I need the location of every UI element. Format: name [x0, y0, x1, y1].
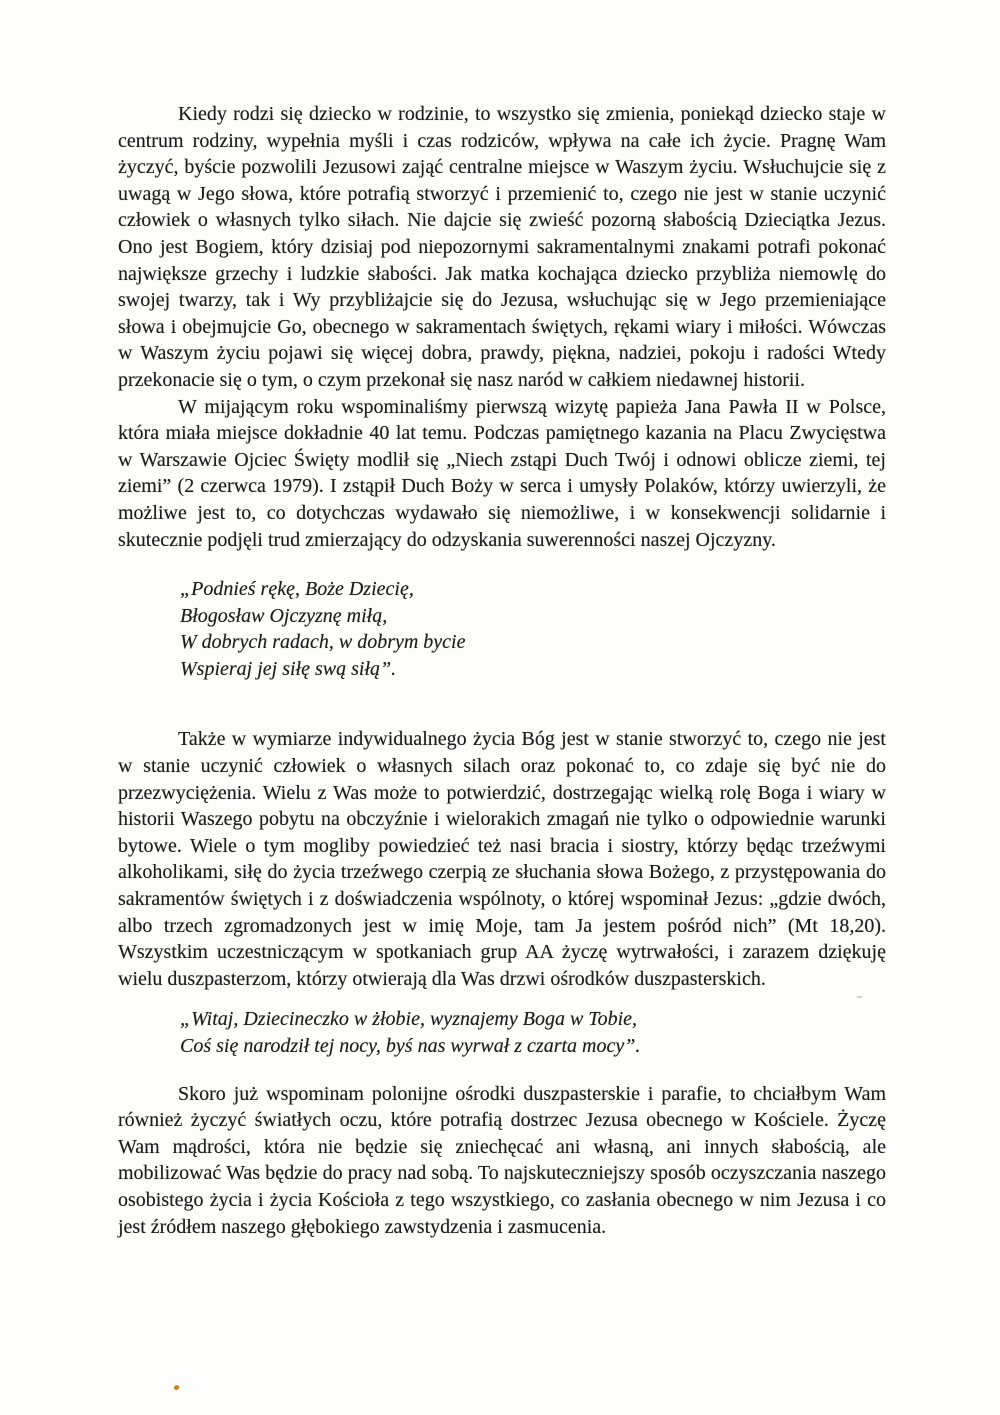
verse-line: Błogosław Ojczyznę miłą,	[180, 604, 388, 627]
verse-block-podnies-reke	[180, 576, 886, 682]
verse-line: Wspieraj jej siłę swą siłą”.	[180, 657, 397, 680]
paragraph-individual-life: Także w wymiarze indywidualnego życia Bóg jest w stanie stworzyć to, czego nie jest w stanie uczynić człowiek o własnych silach oraz pokonać to, co zdaje się być nie do przezwyciężenia. Wielu z Was może to potwierdzić, dostrzegając wielką rolę Boga i wiary w historii Waszego pobytu na obczyźnie i wielorakich zmagań nie tylko o odpowiednie warunki bytowe. Wiele o tym mogliby powiedzieć też nasi bracia i siostry, którzy będąc trzeźwymi alkoholikami, siłę do życia trzeźwego czerpią ze słuchania słowa Bożego, z przystępowania do sakramentów świętych i z doświadczenia wspólnoty, o której wspominał Jezus: „gdzie dwóch, albo trzech zgromadzonych jest w imię Moje, tam Ja jestem pośród nich” (Mt 18,20). Wszystkim uczestniczącym w spotkaniach grup AA życzę wytrwałości, i zarazem dziękuję wielu duszpasterzom, którzy otwierają dla Was drzwi ośrodków duszpasterskich.	[118, 728, 886, 990]
verse-line: „Podnieś rękę, Boże Dziecię,	[180, 578, 414, 601]
paragraph-child-in-family: Kiedy rodzi się dziecko w rodzinie, to wszystko się zmienia, poniekąd dziecko staje w centrum rodziny, wypełnia myśli i czas rodziców, wpływa na całe ich życie. Pragnę Wam życzyć, byście pozwolili Jezusowi zająć centralne miejsce w Waszym życiu. Wsłuchujcie się z uwagą w Jego słowa, które potrafią stworzyć i przemienić to, czego nie jest w stanie uczynić człowiek o własnych tylko siłach. Nie dajcie się zwieść pozorną słabością Dzieciątka Jezus. Ono jest Bogiem, który dzisiaj pod niepozornymi sakramentalnymi znakami potrafi pokonać największe grzechy i ludzkie słabości. Jak matka kochająca dziecko przybliża niemowlę do swojej twarzy, tak i Wy przybliżajcie się do Jezusa, wsłuchując się w Jego przemieniające słowa i obejmujcie Go, obecnego w sakramentach świętych, rękami wiary i miłości. Wówczas w Waszym życiu pojawi się więcej dobra, prawdy, piękna, nadziei, pokoju i radości Wtedy przekonacie się o tym, o czym przekonał się nasz naród w całkiem niedawnej historii.	[118, 103, 886, 391]
verse-block-witaj-dziecineczko	[180, 1006, 886, 1059]
paragraph-papal-visit: W mijającym roku wspominaliśmy pierwszą wizytę papieża Jana Pawła II w Polsce, która miała miejsce dokładnie 40 lat temu. Podczas pamiętnego kazania na Placu Zwycięstwa w Warszawie Ojciec Święty modlił się „Niech zstąpi Duch Twój i odnowi oblicze ziemi, tej ziemi” (2 czerwca 1979). I zstąpił Duch Boży w serca i umysły Polaków, którzy uwierzyli, że możliwe jest to, co dotychczas wydawało się niemożliwe, i w konsekwencji solidarnie i skutecznie podjęli trud zmierzający do odzyskania suwerenności naszej Ojczyzny.	[118, 395, 886, 551]
verse-line: W dobrych radach, w dobrym bycie	[180, 631, 466, 654]
verse-line: Coś się narodził tej nocy, byś nas wyrwał z czarta mocy”.	[180, 1035, 641, 1057]
scan-speck-mark	[173, 1384, 179, 1390]
verse-line: „Witaj, Dziecineczko w żłobie, wyznajemy Boga w Tobie,	[180, 1008, 638, 1031]
letter-body	[118, 101, 886, 1240]
paragraph-polish-pastoral-centres: Skoro już wspominam polonijne ośrodki duszpasterskie i parafie, to chciałbym Wam również życzyć światłych oczu, które potrafią dostrzec Jezusa obecnego w Kościele. Życzę Wam mądrości, która nie będzie się zniechęcać ani własną, ani innych słabością, ale mobilizować Was będzie do pracy nad sobą. To najskuteczniejszy sposób oczyszczania naszego osobistego życia i życia Kościoła z tego wszystkiego, co zasłania obecnego w nim Jezusa i co jest źródłem naszego głębokiego zawstydzenia i zasmucenia.	[118, 1082, 886, 1238]
scan-dash-mark	[857, 996, 862, 998]
